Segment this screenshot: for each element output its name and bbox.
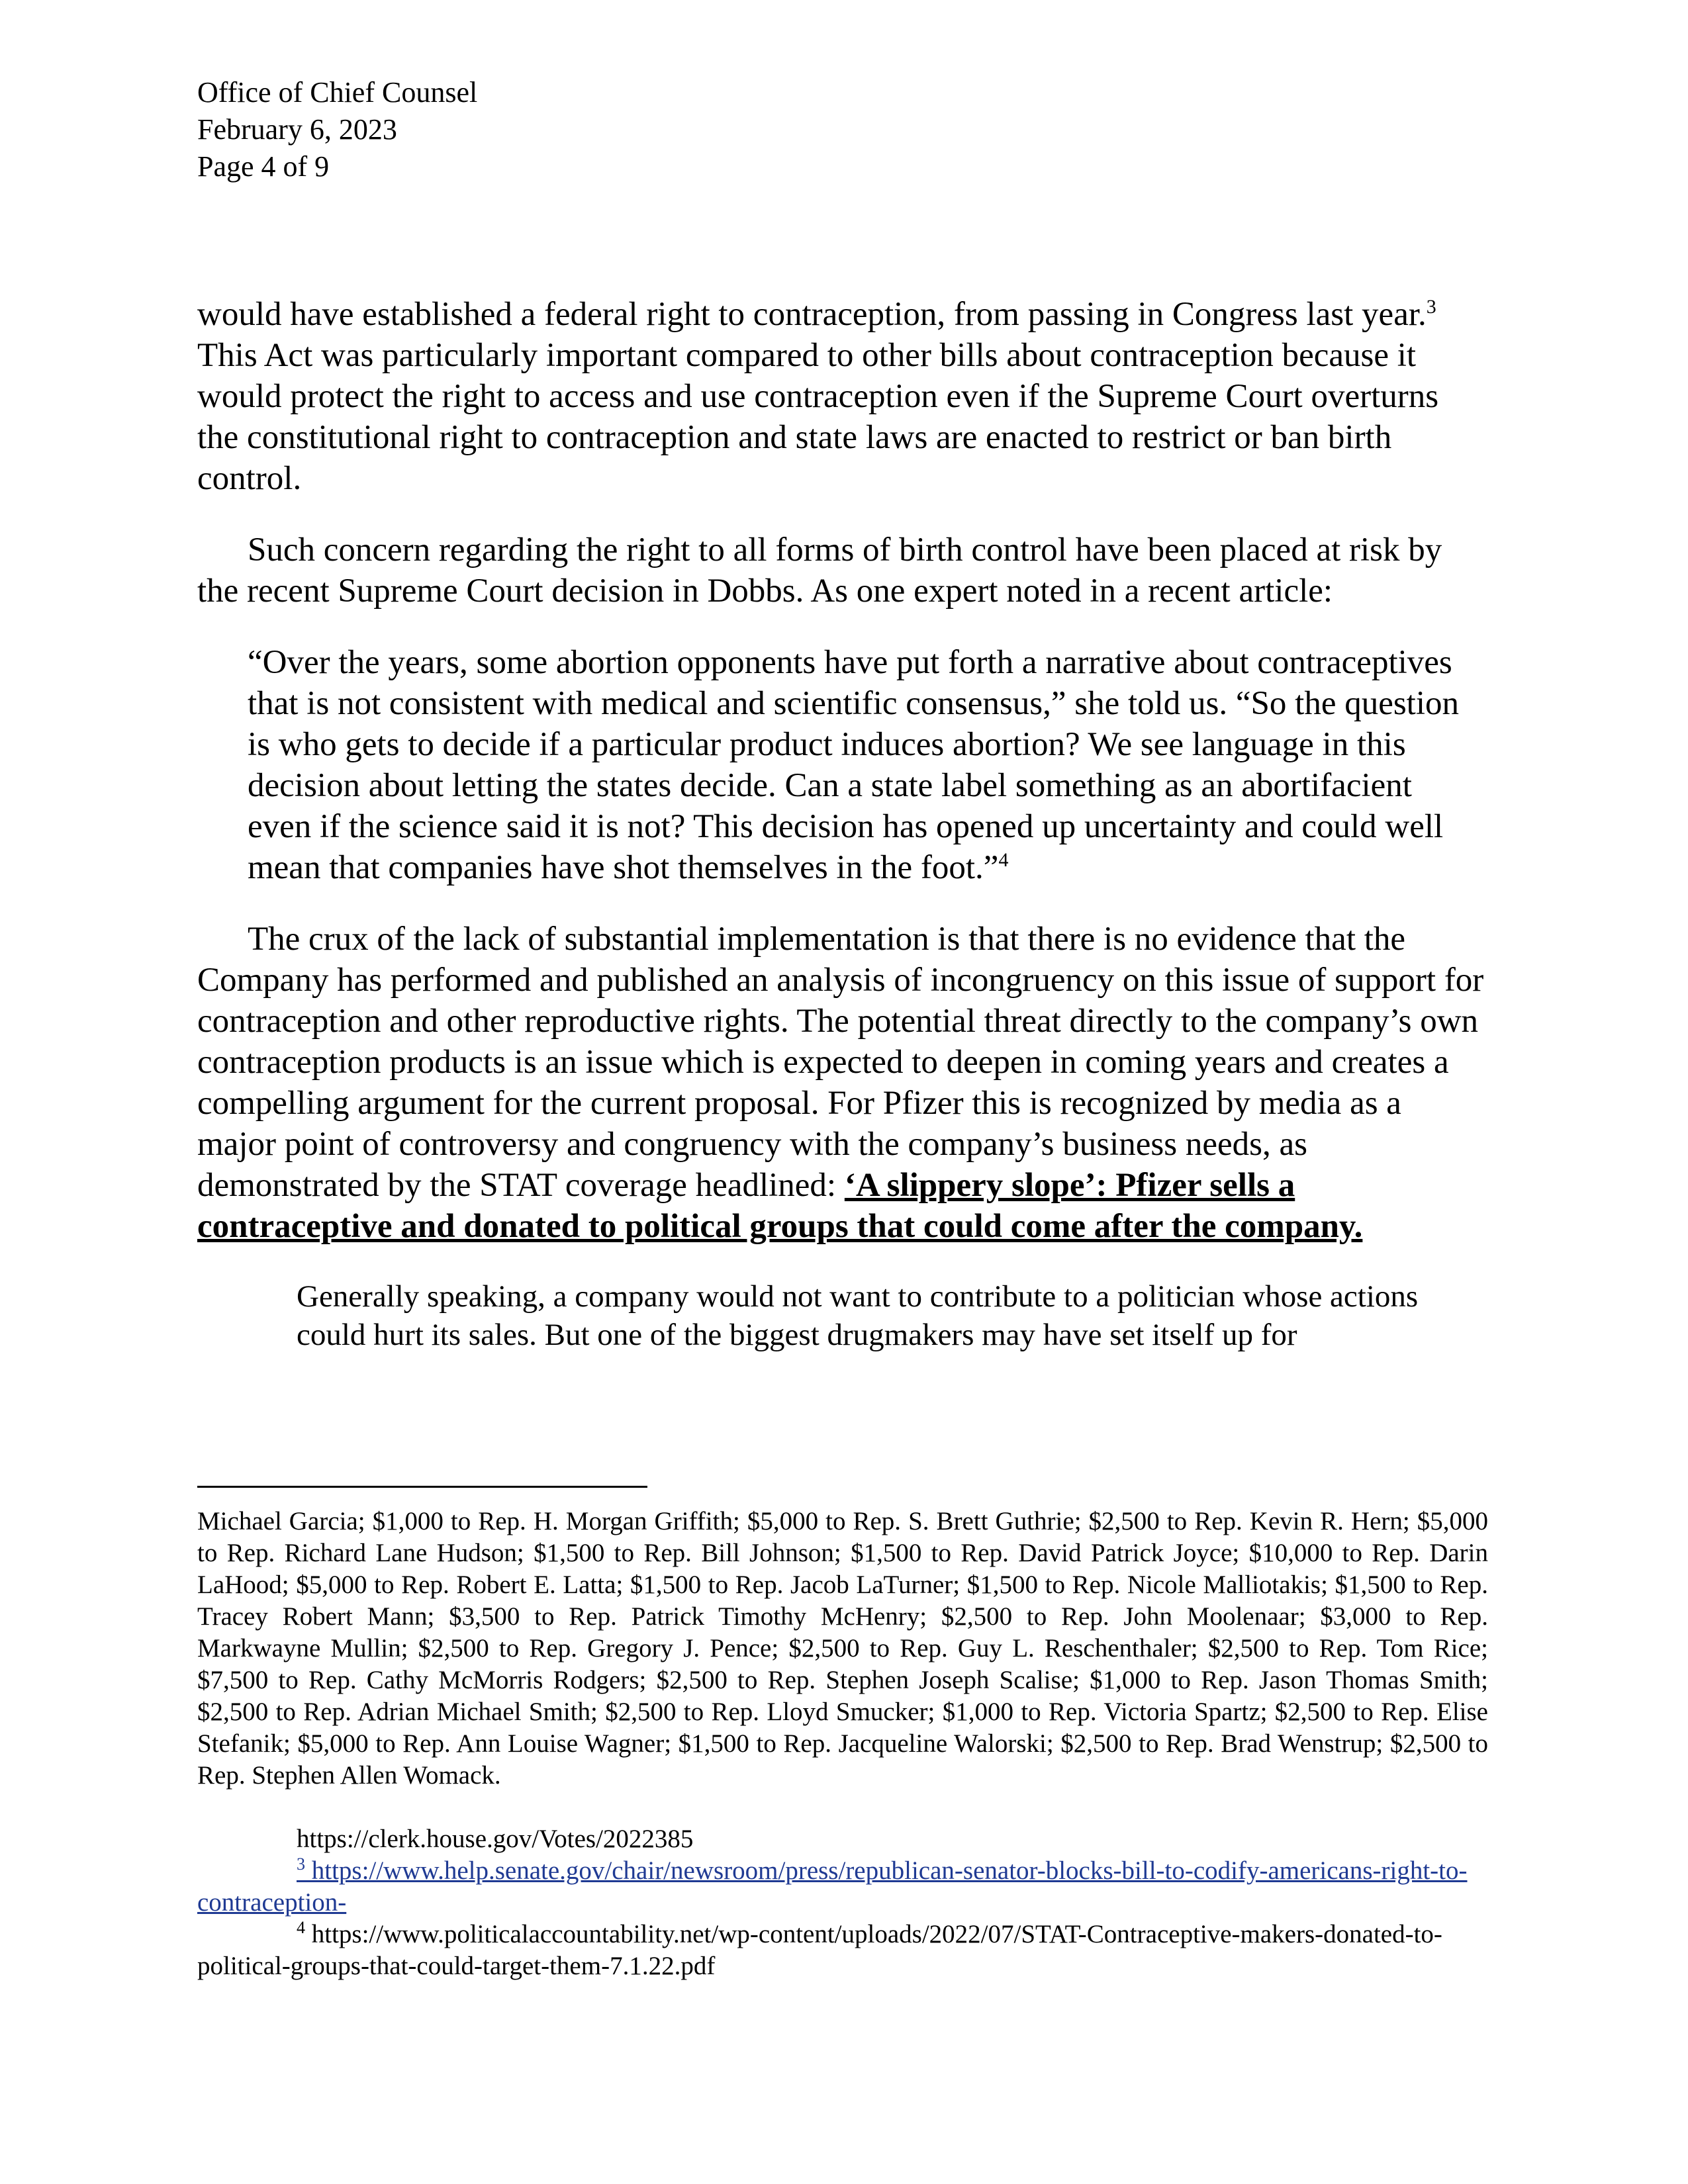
block-quote-stat: Generally speaking, a company would not want to contribute to a politician whose actions could hurt its sales. But one of the biggest drugmakers may have set itself up for — [297, 1279, 1419, 1352]
footnote-separator — [197, 1486, 647, 1488]
footnote-ref-3[interactable]: 3 — [1426, 296, 1436, 318]
header-date: February 6, 2023 — [197, 113, 397, 146]
block-quote-text: “Over the years, some abortion opponents have put forth a narrative about contraceptives that is not consistent with medical and scientific consensus,” she told us. “So the question is who gets to decide if a particular product induces abortion? We see language in this decision about letting the states decide. Can a state label something as an abortifacient even if the science said it is not? This decision has opened up uncertainty and could well mean that companies have shot themselves in the foot.” — [248, 644, 1460, 886]
header-recipient: Office of Chief Counsel — [197, 76, 478, 109]
paragraph-1 — [197, 294, 1488, 499]
footnote-3[interactable] — [197, 1855, 1488, 1919]
paragraph-1-text-b: This Act was particularly important compared to other bills about contraception because it would protect the right to access and use contraception even if the Supreme Court overturns the constitutional right to contraception and state laws are enacted to restrict or ban birth control. — [197, 337, 1439, 497]
paragraph-2: Such concern regarding the right to all forms of birth control have been placed at risk by the recent Supreme Court decision in Dobbs. As one expert noted in a recent article: — [197, 531, 1442, 610]
footnote-4-number: 4 — [297, 1918, 305, 1937]
footnote-ref-4[interactable]: 4 — [998, 849, 1009, 871]
stat-headline: ‘A slippery slope’: Pfizer sells a contraceptive and donated to political groups that could come after the company. — [197, 1167, 1363, 1245]
footnote-votes-url[interactable]: https://clerk.house.gov/Votes/2022385 — [297, 1825, 694, 1853]
footnotes — [197, 1506, 1488, 1982]
body-text — [197, 294, 1488, 1354]
letter-header — [197, 74, 793, 185]
paragraph-3 — [197, 919, 1488, 1247]
paragraph-1-text-a: would have established a federal right to contraception, from passing in Congress last year. — [197, 296, 1427, 333]
footnote-3-link[interactable]: https://www.help.senate.gov/chair/newsroom/press/republican-senator-blocks-bill-to-codify-americans-right-to-contraception- — [197, 1856, 1468, 1917]
header-page-number: Page 4 of 9 — [197, 150, 330, 183]
paragraph-3-text: The crux of the lack of substantial implementation is that there is no evidence that the Company has performed and published an analysis of incongruency on this issue of support for contraception and other reproductive rights. The potential threat directly to the company’s own contraception products is an issue which is expected to deepen in coming years and creates a compelling argument for the current proposal. For Pfizer this is recognized by media as a major point of controversy and congruency with the company’s business needs, as demonstrated by the STAT coverage headlined: — [197, 921, 1484, 1204]
footnote-4-url[interactable]: https://www.politicalaccountability.net/wp-content/uploads/2022/07/STAT-Contraceptive-makers-donated-to-political-groups-that-could-target-them-7.1.22.pdf — [197, 1920, 1442, 1980]
footnote-continuation: Michael Garcia; $1,000 to Rep. H. Morgan Griffith; $5,000 to Rep. S. Brett Guthrie; $2,500 to Rep. Kevin R. Hern; $5,000 to Rep. Richard Lane Hudson; $1,500 to Rep. Bill Johnson; $1,500 to Rep. David Patrick Joyce; $10,000 to Rep. Darin LaHood; $5,000 to Rep. Robert E. Latta; $1,500 to Rep. Jacob LaTurner; $1,500 to Rep. Nicole Malliotakis; $1,500 to Rep. Tracey Robert Mann; $3,500 to Rep. Patrick Timothy McHenry; $2,500 to Rep. John Moolenaar; $3,000 to Rep. Markwayne Mullin; $2,500 to Rep. Gregory J. Pence; $2,500 to Rep. Guy L. Reschenthaler; $2,500 to Rep. Tom Rice; $7,500 to Rep. Cathy McMorris Rodgers; $2,500 to Rep. Stephen Joseph Scalise; $1,000 to Rep. Jason Thomas Smith; $2,500 to Rep. Adrian Michael Smith; $2,500 to Rep. Lloyd Smucker; $1,000 to Rep. Victoria Spartz; $2,500 to Rep. Elise Stefanik; $5,000 to Rep. Ann Louise Wagner; $1,500 to Rep. Jacqueline Walorski; $2,500 to Rep. Brad Wenstrup; $2,500 to Rep. Stephen Allen Womack. — [197, 1507, 1488, 1790]
footnote-3-number: 3 — [297, 1854, 305, 1874]
footnote-4 — [197, 1919, 1488, 1982]
block-quote — [248, 642, 1472, 888]
